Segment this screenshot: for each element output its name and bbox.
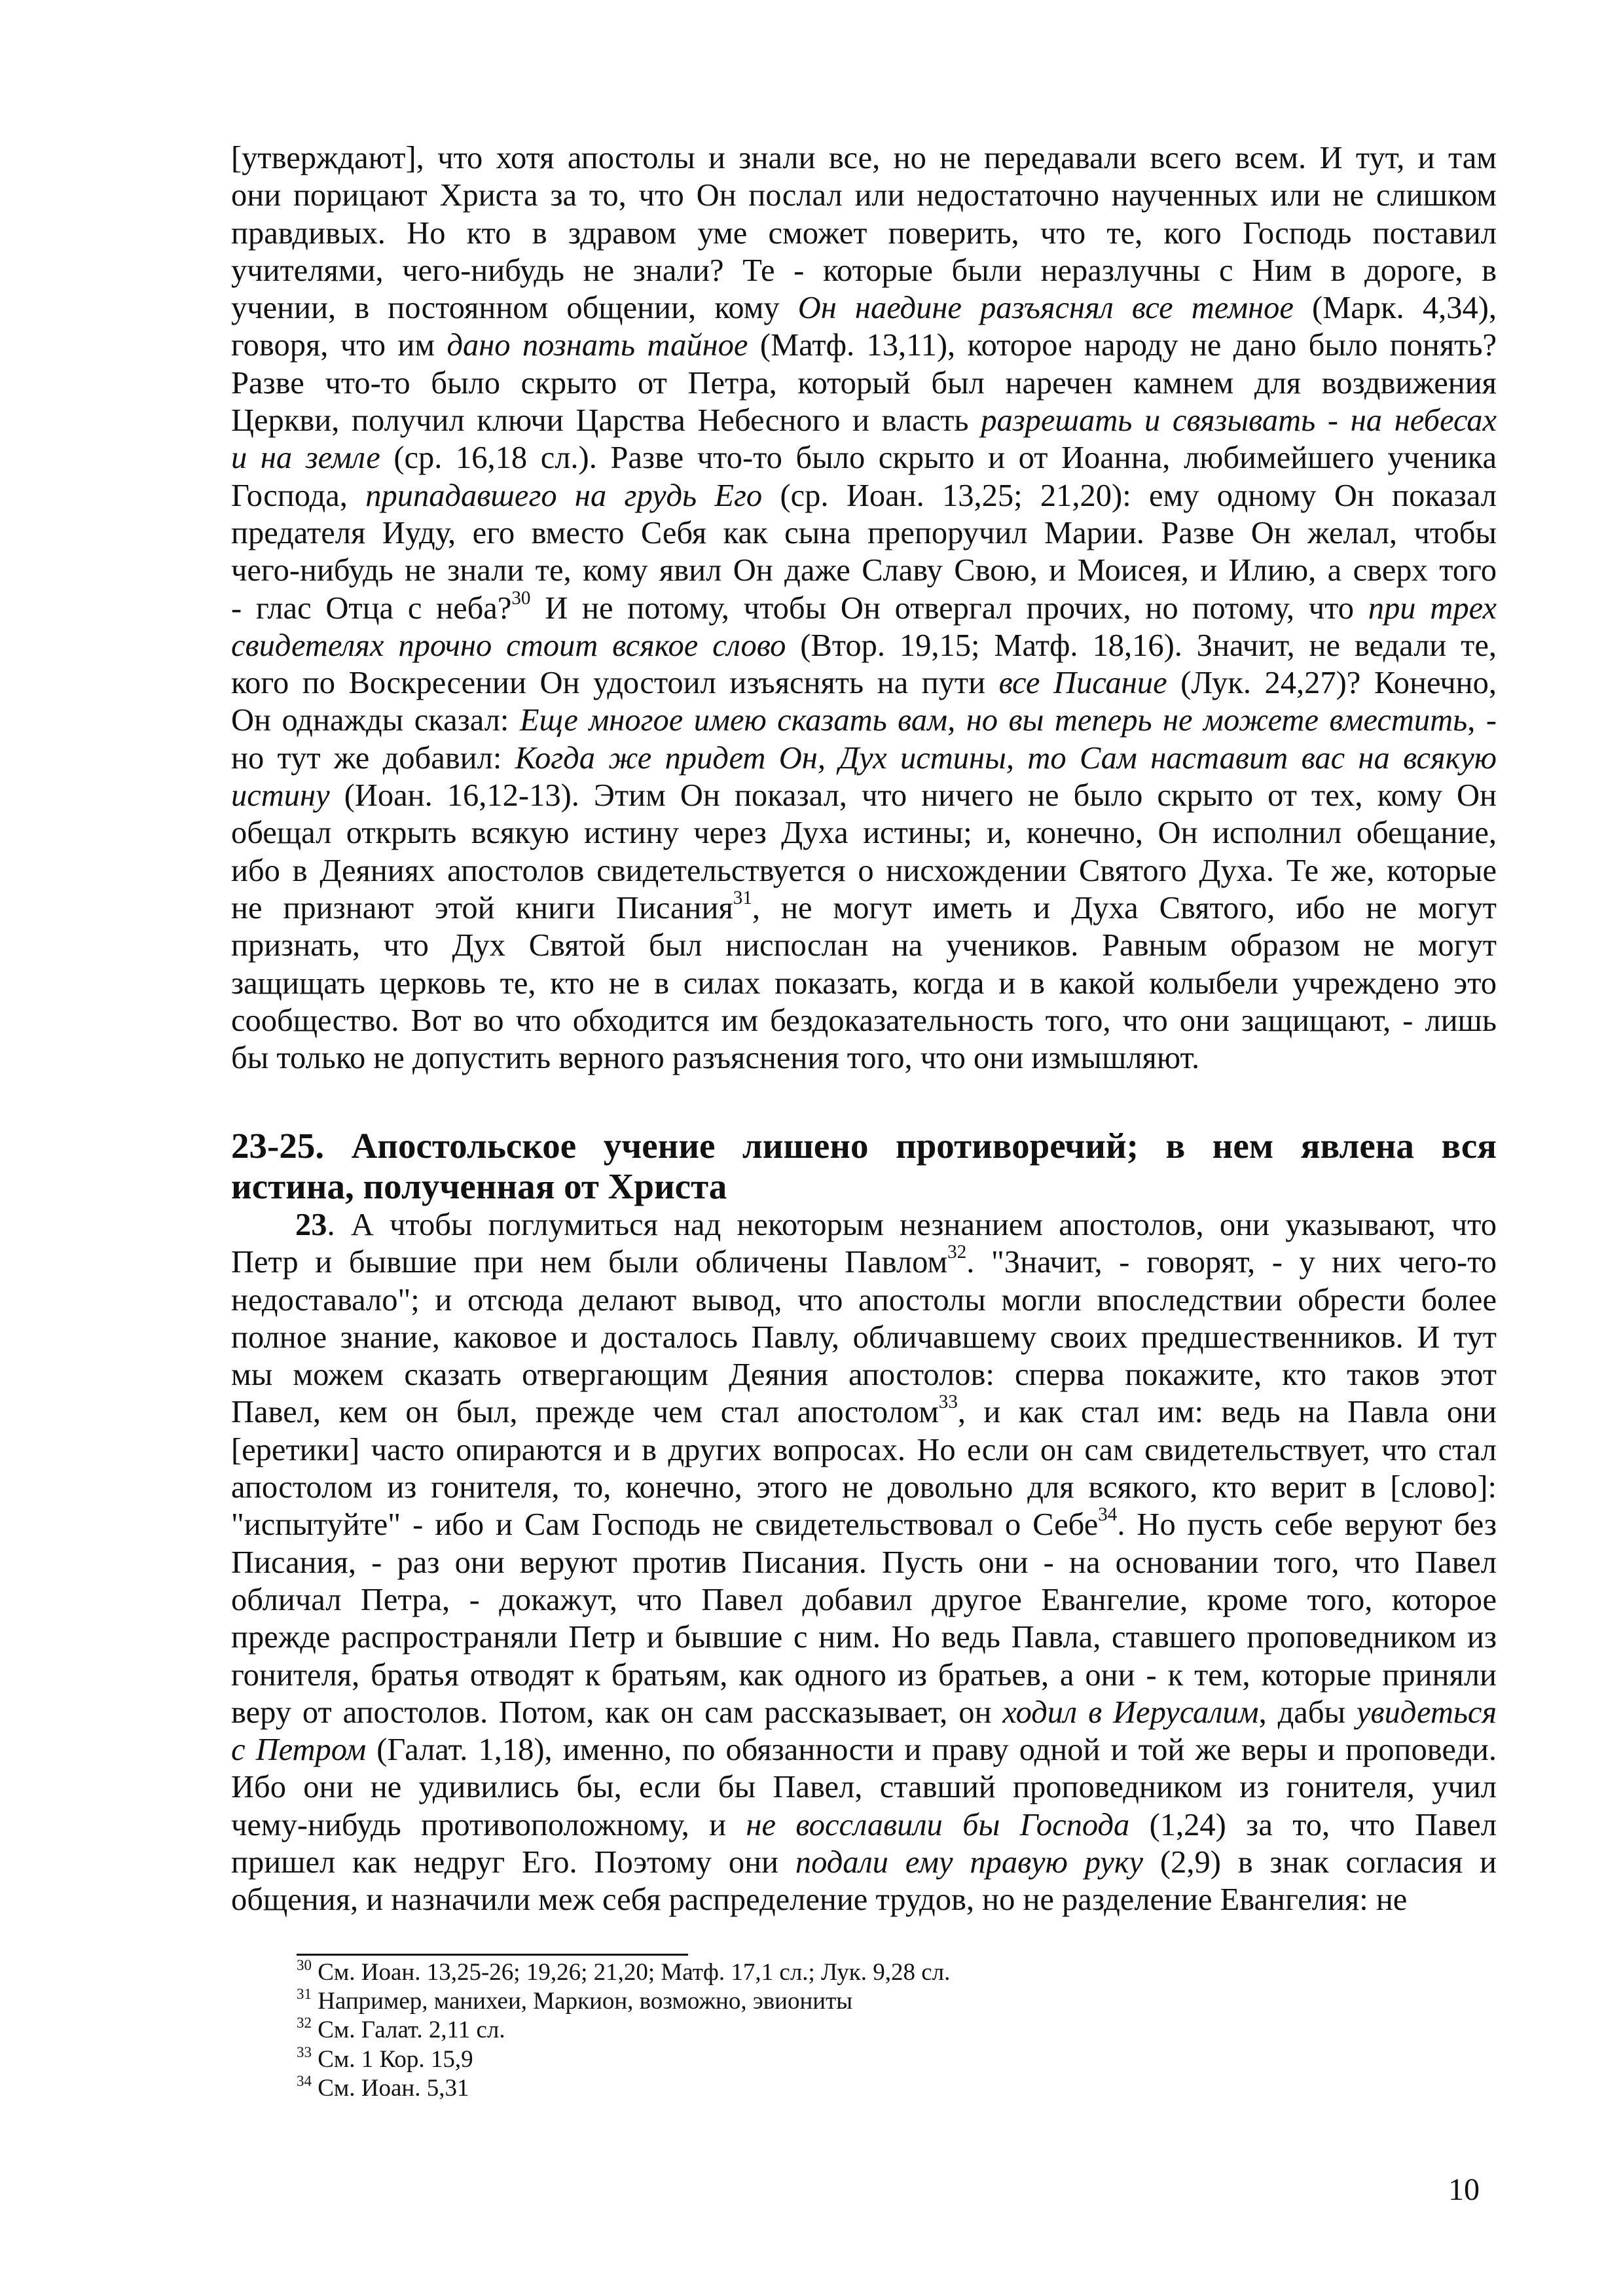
italic-quote: Еще многое имею сказать вам, но вы теперь не можете вместить	[519, 703, 1468, 738]
italic-quote: разрешать и связывать - на небесах	[981, 403, 1497, 439]
text-run: чего-нибудь не знали те, кому явил Он даже Славу Свою, и Моисея, и Илию, а сверх того	[231, 553, 1497, 588]
text-line	[231, 1657, 1497, 1694]
footnote-text: См. Иоан. 13,25-26; 19,26; 21,20; Матф. 17,1 сл.; Лук. 9,28 сл.	[318, 1959, 951, 1986]
text-run: обещал открыть всякую истину через Духа истины; и, конечно, Он исполнил обещание,	[231, 816, 1497, 851]
text-run: . "Значит, - говорят, - у них чего-то	[966, 1245, 1497, 1280]
footnote-ref: 32	[947, 1242, 967, 1263]
text-line	[231, 439, 1497, 476]
text-run: (ср. 16,18 сл.). Разве что-то было скрыто и от Иоанна, любимейшего ученика	[380, 440, 1497, 476]
text-line	[231, 177, 1497, 214]
text-line	[231, 1731, 1497, 1768]
text-line	[231, 1694, 1497, 1731]
footnote-item	[297, 1987, 1410, 2016]
footnote-ref: 31	[733, 888, 752, 909]
text-line	[231, 627, 1497, 664]
body-text-bottom	[231, 1206, 1497, 1919]
text-line	[231, 740, 1497, 777]
text-run: апостолом из гонителя, то, конечно, этого не довольно для всякого, кто верит в [слово]:	[231, 1470, 1497, 1505]
text-run: Церкви, получил ключи Царства Небесного и власть	[231, 403, 981, 439]
footnote-separator	[297, 1954, 688, 1956]
heading-line: 23-25. Апостольское учение лишено противоречий; в нем явлена вся	[231, 1126, 1497, 1166]
text-line	[231, 552, 1497, 589]
text-run: ибо в Деяниях апостолов свидетельствуется о нисхождении Святого Духа. Те же, которые	[231, 853, 1497, 888]
text-run: правдивых. Но кто в здравом уме сможет поверить, что те, кого Господь поставил	[231, 215, 1497, 251]
text-line	[231, 1768, 1497, 1806]
text-run: - глас Отца с неба?	[231, 590, 512, 626]
text-run: , и как стал им: ведь на Павла они	[957, 1395, 1497, 1430]
text-run: признать, что Дух Святой был ниспослан на учеников. Равным образом не могут	[231, 928, 1497, 963]
text-run: Он однажды сказал:	[231, 703, 520, 738]
italic-quote: при трех	[1368, 590, 1497, 626]
footnote-text: См. Иоан. 5,31	[318, 2074, 469, 2102]
text-line	[231, 289, 1497, 327]
footnote-item	[297, 2045, 1410, 2074]
text-line	[231, 777, 1497, 814]
text-line	[231, 889, 1497, 927]
text-run: [утверждают], что хотя апостолы и знали все, но не передавали всего всем. И тут, и там	[231, 141, 1497, 175]
text-run: общения, и назначили меж себя распределение трудов, но не разделение Евангелия: не	[231, 1882, 1408, 1918]
page-number: 10	[1448, 2172, 1480, 2207]
footnotes	[297, 1958, 1410, 2103]
text-run: "испытуйте" - ибо и Сам Господь не свидетельствовал о Себе	[231, 1507, 1099, 1543]
text-run: пришел как недруг Его. Поэтому они	[231, 1845, 795, 1880]
italic-quote: истину	[231, 778, 330, 814]
text-run: (2,9) в знак согласия и	[1143, 1845, 1497, 1880]
paragraph-number: 23	[295, 1208, 327, 1242]
text-run: И не потому, чтобы Он отвергал прочих, но потому, что	[530, 590, 1368, 626]
footnote-number: 30	[297, 1957, 312, 1974]
text-line	[231, 965, 1497, 1002]
italic-quote: увидеться	[1356, 1695, 1497, 1730]
footnote-text: См. Галат. 2,11 сл.	[318, 2017, 505, 2044]
italic-quote: дано познать тайное	[447, 328, 748, 363]
text-run: (Иоан. 16,12-13). Этим Он показал, что ничего не было скрыто от тех, кому Он	[329, 778, 1497, 814]
text-line	[231, 215, 1497, 252]
text-run: они порицают Христа за то, что Он послал или недостаточно наученных или не слишком	[231, 178, 1497, 213]
footnote-number: 32	[297, 2015, 312, 2032]
italic-quote: свидетелях прочно стоит всякое слово	[231, 628, 786, 663]
text-line	[231, 1619, 1497, 1656]
text-run: сообщество. Вот во что обходится им бездоказательность того, что они защищают, - лишь	[231, 1003, 1497, 1038]
text-line	[231, 402, 1497, 439]
text-line	[231, 252, 1497, 289]
footnote-number: 33	[297, 2043, 312, 2060]
text-run: (Лук. 24,27)? Конечно,	[1167, 666, 1497, 701]
footnote-item	[297, 2016, 1410, 2045]
text-line	[231, 702, 1497, 739]
text-line	[231, 1039, 1497, 1077]
footnote-ref: 33	[938, 1391, 958, 1413]
section-heading	[231, 1126, 1497, 1207]
text-run: чему-нибудь противоположному, и	[231, 1807, 746, 1842]
text-run: учителями, чего-нибудь не знали? Те - которые были неразлучны с Ним в дороге, в	[231, 253, 1497, 288]
italic-quote: ходил в Иерусалим	[1002, 1695, 1259, 1730]
italic-quote: припадавшего на грудь Его	[365, 478, 763, 513]
text-line	[231, 1506, 1497, 1543]
text-run: [еретики] часто опираются и в других вопросах. Но если он сам свидетельствует, что стал	[231, 1432, 1497, 1467]
footnote-number: 31	[297, 1986, 312, 2003]
text-run: , дабы	[1258, 1695, 1357, 1730]
footnote-text: См. 1 Кор. 15,9	[318, 2045, 473, 2073]
text-line	[231, 1544, 1497, 1581]
italic-quote: все Писание	[998, 666, 1167, 701]
text-run: Разве что-то было скрыто от Петра, который был наречен камнем для воздвижения	[231, 365, 1497, 401]
text-run: Павел, кем он был, прежде чем стал апостолом	[231, 1395, 939, 1430]
heading-line: истина, полученная от Христа	[231, 1166, 727, 1206]
text-run: бы только не допустить верного разъяснения того, что они измышляют.	[231, 1041, 1200, 1076]
text-run: (Галат. 1,18), именно, по обязанности и праву одной и той же веры и проповеди.	[366, 1732, 1497, 1768]
text-line	[231, 1319, 1497, 1356]
text-line	[231, 139, 1497, 177]
footnote-ref: 30	[511, 587, 531, 609]
text-line	[231, 1356, 1497, 1393]
text-run: Ибо они не удивились бы, если бы Павел, ставший проповедником из гонителя, учил	[231, 1770, 1497, 1805]
text-line	[231, 852, 1497, 889]
footnote-text: Например, манихеи, Маркион, возможно, эвиониты	[318, 1988, 853, 2015]
text-run: мы можем сказать отвергающим Деяния апостолов: сперва покажите, кто таков этот	[231, 1357, 1497, 1393]
footnote-item	[297, 1958, 1410, 1987]
text-line	[231, 1844, 1497, 1881]
text-run: но тут же добавил:	[231, 740, 515, 776]
text-line	[231, 1881, 1497, 1918]
text-run: обличал Петра, - докажут, что Павел добавил другое Евангелие, кроме того, которое	[231, 1582, 1497, 1617]
text-run: говоря, что им	[231, 328, 447, 363]
text-line	[231, 1206, 1497, 1244]
text-run: (Матф. 13,11), которое народу не дано было понять?	[748, 328, 1497, 363]
italic-quote: не восславили бы Господа	[746, 1807, 1130, 1842]
text-run: прежде распространяли Петр и бывшие с ним. Но ведь Павла, ставшего проповедником из	[231, 1620, 1497, 1655]
text-run: (Втор. 19,15; Матф. 18,16). Значит, не ведали те,	[786, 628, 1497, 663]
text-line	[231, 1431, 1497, 1469]
text-line	[231, 927, 1497, 964]
text-run: веру от апостолов. Потом, как он сам рассказывает, он	[231, 1695, 1003, 1730]
text-line	[231, 1469, 1497, 1506]
body-text-top	[231, 139, 1497, 1077]
text-run: не признают этой книги Писания	[231, 890, 733, 925]
italic-quote: Когда же придет Он, Дух истины, то Сам наставит вас на всякую	[515, 740, 1497, 776]
text-line	[231, 365, 1497, 402]
text-line	[231, 814, 1497, 852]
text-run: (Марк. 4,34),	[1293, 291, 1497, 326]
text-line	[231, 664, 1497, 702]
footnote-ref: 34	[1098, 1504, 1118, 1526]
footnote-number: 34	[297, 2072, 312, 2089]
text-run: защищать церковь те, кто не в силах показать, когда и в какой колыбели учреждено это	[231, 965, 1497, 1001]
text-run: полное знание, каковое и досталось Павлу, обличавшему своих предшественников. И тут	[231, 1319, 1497, 1355]
italic-quote: Он наедине разъяснял все темное	[797, 291, 1294, 326]
text-run: гонителя, братья отводят к братьям, как одного из братьев, а они - к тем, которые приняли	[231, 1657, 1497, 1693]
text-run: кого по Воскресении Он удостоил изъяснять на пути	[231, 666, 999, 701]
text-run: . Но пусть себе веруют без	[1117, 1507, 1497, 1543]
text-line	[231, 1282, 1497, 1319]
text-run: предателя Иуду, его вместо Себя как сына препоручил Марии. Разве Он желал, чтобы	[231, 515, 1497, 550]
text-run: Господа,	[231, 478, 366, 513]
text-line	[231, 587, 1497, 627]
text-run: , не могут иметь и Духа Святого, ибо не могут	[752, 890, 1497, 925]
footnote-item	[297, 2074, 1410, 2103]
text-run: недоставало"; и отсюда делают вывод, что апостолы могли впоследствии обрести более	[231, 1282, 1497, 1318]
text-line	[231, 1244, 1497, 1281]
text-line	[231, 1581, 1497, 1619]
text-run: Петр и бывшие при нем были обличены Павлом	[231, 1245, 948, 1280]
text-line	[231, 1002, 1497, 1039]
text-run: . А чтобы поглумиться над некоторым незнанием апостолов, они указывают, что	[327, 1208, 1497, 1242]
italic-quote: и на земле	[231, 440, 380, 476]
text-line	[231, 477, 1497, 514]
text-run: учении, в постоянном общении, кому	[231, 291, 798, 326]
text-run: (ср. Иоан. 13,25; 21,20): ему одному Он показал	[762, 478, 1497, 513]
text-line	[231, 327, 1497, 364]
text-run: , -	[1467, 703, 1497, 738]
text-line	[231, 1393, 1497, 1431]
italic-quote: подали ему правую руку	[795, 1845, 1144, 1880]
text-run: Писания, - раз они веруют против Писания. Пусть они - на основании того, что Павел	[231, 1545, 1497, 1580]
text-line	[231, 514, 1497, 552]
text-run: (1,24) за то, что Павел	[1129, 1807, 1497, 1842]
text-line	[231, 1806, 1497, 1844]
italic-quote: с Петром	[231, 1732, 367, 1768]
